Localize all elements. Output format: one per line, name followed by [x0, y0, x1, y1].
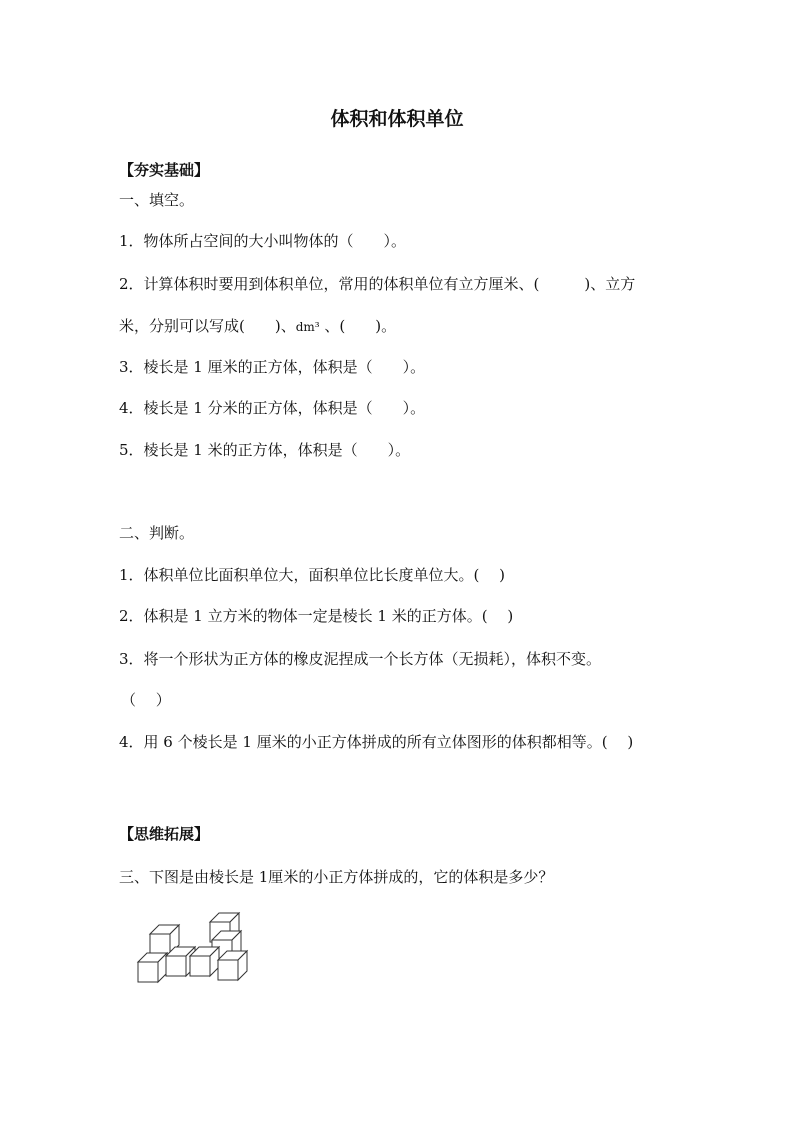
question-fill-5: 5．棱长是 1 米的正方体，体积是（ ）。: [119, 441, 411, 459]
question-judge-3-line1: 3．将一个形状为正方体的橡皮泥捏成一个长方体（无损耗），体积不变。: [119, 650, 602, 668]
question-fill-2-line2-a: 米，分别可以写成( )、: [119, 317, 296, 335]
unit-cube: [138, 953, 167, 982]
section-heading-basics: 【夯实基础】: [119, 161, 210, 179]
question-fill-2-line2-b: 、( )。: [319, 317, 397, 335]
question-extension: 三、下图是由棱长是 1厘米的小正方体拼成的，它的体积是多少？: [119, 868, 554, 886]
question-judge-4: 4．用 6 个棱长是 1 厘米的小正方体拼成的所有立体图形的体积都相等。( ): [119, 733, 634, 751]
question-judge-3-line2: （ ）: [121, 691, 171, 709]
question-fill-4: 4．棱长是 1 分米的正方体，体积是（ ）。: [119, 399, 426, 417]
question-fill-1: 1．物体所占空间的大小叫物体的（ ）。: [119, 232, 407, 250]
part-heading-fill-blank: 一、填空。: [119, 191, 195, 209]
page-title: 体积和体积单位: [330, 108, 464, 130]
cube-figure: [128, 912, 258, 1002]
part-heading-judge: 二、判断。: [119, 524, 195, 542]
question-judge-1: 1．体积单位比面积单位大，面积单位比长度单位大。( ): [119, 566, 506, 584]
unit-cube: [218, 951, 247, 980]
question-fill-3: 3．棱长是 1 厘米的正方体，体积是（ ）。: [119, 358, 426, 376]
section-heading-extension: 【思维拓展】: [119, 825, 210, 843]
question-fill-2-line2: [119, 316, 396, 337]
unit-dm3: dm³: [295, 320, 320, 334]
question-fill-2-line1: 2．计算体积时要用到体积单位，常用的体积单位有立方厘米、( )、立方: [119, 275, 636, 293]
unit-cube: [190, 947, 219, 976]
question-judge-2: 2．体积是 1 立方米的物体一定是棱长 1 米的正方体。( ): [119, 607, 514, 625]
